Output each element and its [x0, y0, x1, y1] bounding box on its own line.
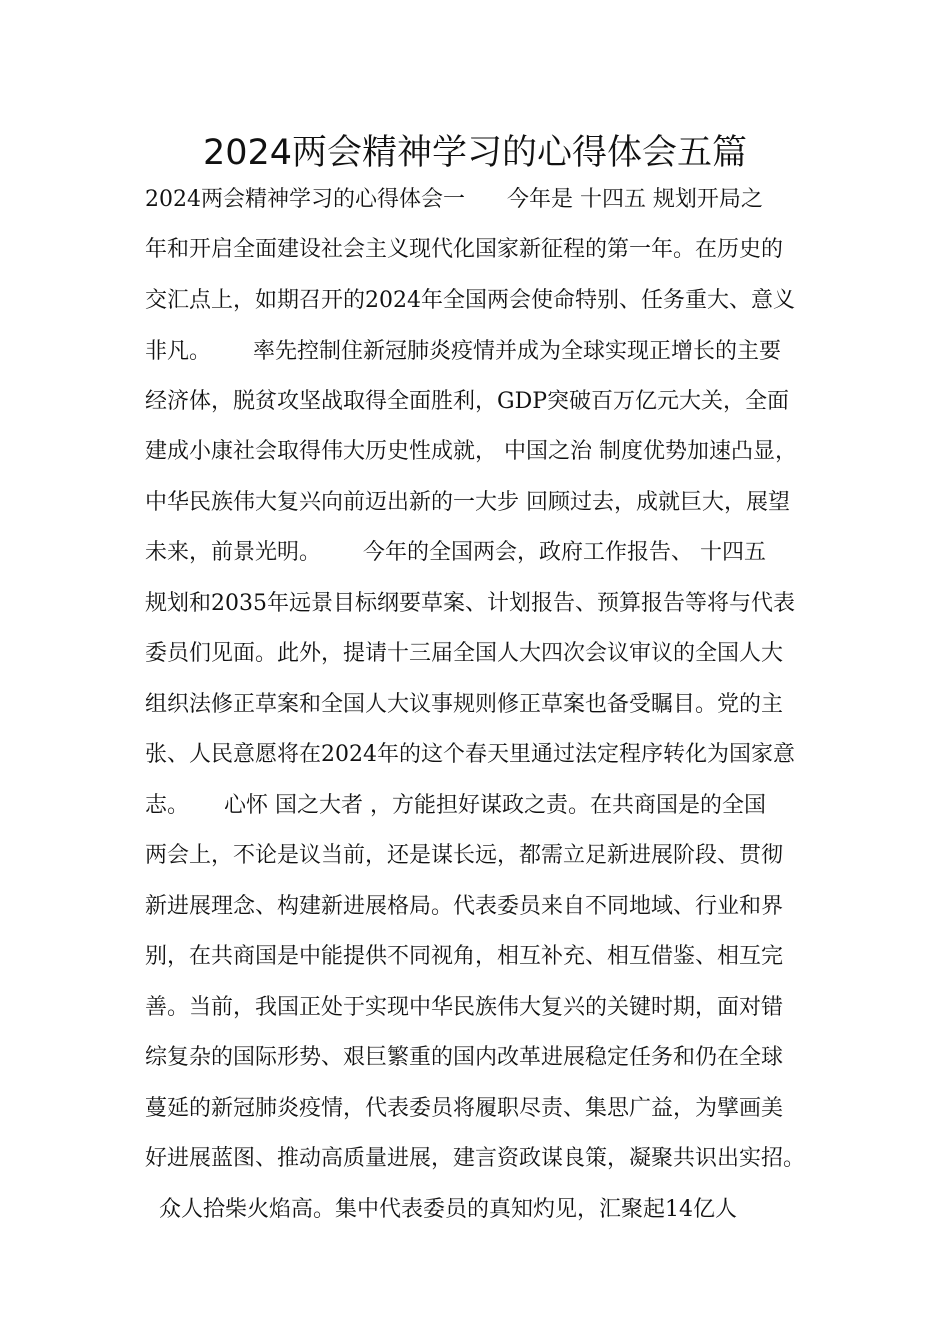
body-line: 综复杂的国际形势、艰巨繁重的国内改革进展稳定任务和仍在全球 — [145, 1045, 784, 1070]
body-line: 两会上，不论是议当前，还是谋长远，都需立足新进展阶段、贯彻 — [145, 843, 784, 868]
body-line: 好进展蓝图、推动高质量进展，建言资政谋良策，凝聚共识出实招。 — [145, 1146, 806, 1171]
body-line: 委员们见面。此外，提请十三届全国人大四次会议审议的全国人大 — [145, 641, 784, 666]
body-line: 经济体，脱贫攻坚战取得全面胜利，GDP突破百万亿元大关，全面 — [145, 389, 790, 414]
body-line: 非凡。 率先控制住新冠肺炎疫情并成为全球实现正增长的主要 — [145, 339, 781, 364]
body-line: 别，在共商国是中能提供不同视角，相互补充、相互借鉴、相互完 — [145, 944, 784, 969]
body-line: 新进展理念、构建新进展格局。代表委员来自不同地域、行业和界 — [145, 894, 784, 919]
body-line: 建成小康社会取得伟大历史性成就， 中国之治 制度优势加速凸显， — [145, 439, 797, 464]
document-title: 2024两会精神学习的心得体会五篇 — [202, 133, 748, 173]
body-line: 组织法修正草案和全国人大议事规则修正草案也备受瞩目。党的主 — [145, 692, 784, 717]
body-line: 交汇点上，如期召开的2024年全国两会使命特别、任务重大、意义 — [145, 288, 795, 313]
body-line: 志。 心怀 国之大者 ，方能担好谋政之责。在共商国是的全国 — [145, 793, 766, 818]
body-line: 善。当前，我国正处于实现中华民族伟大复兴的关键时期，面对错 — [145, 995, 784, 1020]
body-line: 中华民族伟大复兴向前迈出新的一大步 回顾过去，成就巨大，展望 — [145, 490, 790, 515]
body-line: 年和开启全面建设社会主义现代化国家新征程的第一年。在历史的 — [145, 237, 784, 262]
body-line: 2024两会精神学习的心得体会一 今年是 十四五 规划开局之 — [145, 187, 763, 212]
body-line: 蔓延的新冠肺炎疫情，代表委员将履职尽责、集思广益，为擘画美 — [145, 1096, 784, 1121]
body-line: 未来，前景光明。 今年的全国两会，政府工作报告、 十四五 — [145, 540, 766, 565]
body-line: 张、人民意愿将在2024年的这个春天里通过法定程序转化为国家意 — [145, 742, 795, 767]
body-line: 规划和2035年远景目标纲要草案、计划报告、预算报告等将与代表 — [145, 591, 795, 616]
body-line: 众人拾柴火焰高。集中代表委员的真知灼见，汇聚起14亿人 — [145, 1197, 737, 1222]
